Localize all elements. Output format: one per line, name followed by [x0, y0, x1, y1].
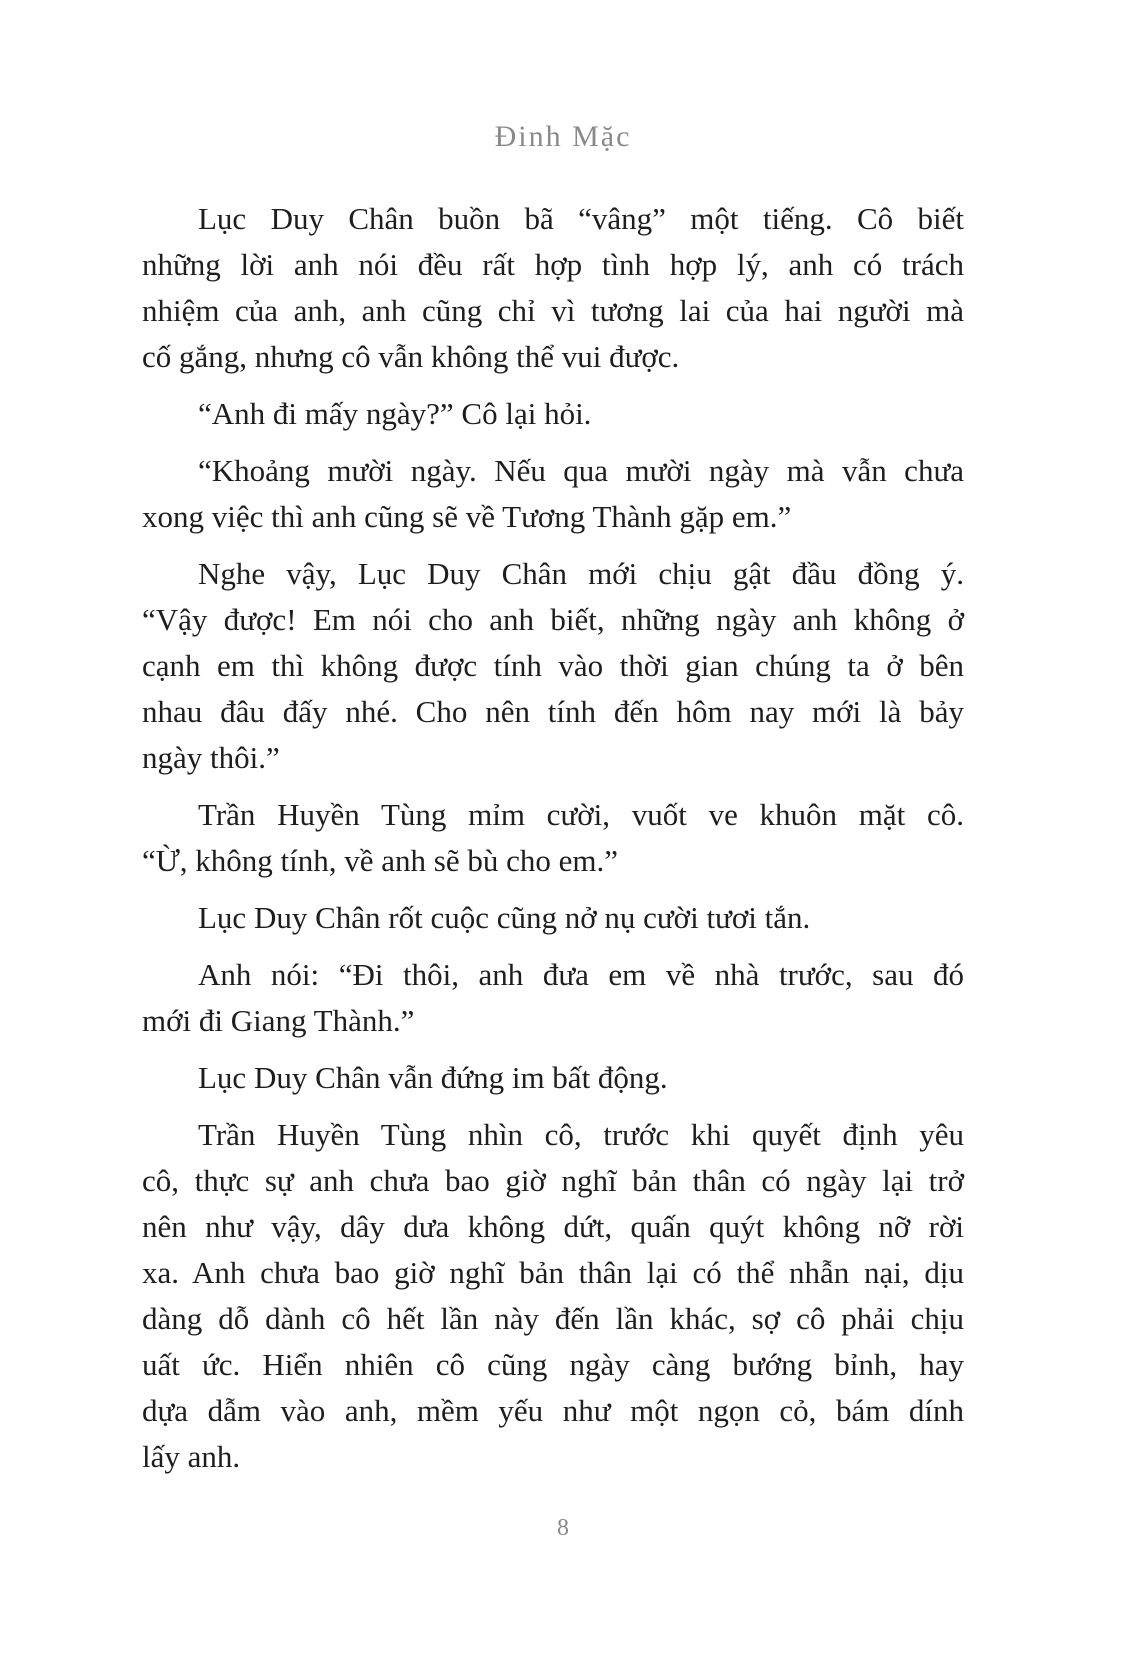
- text-line: cô, thực sự anh chưa bao giờ nghĩ bản thân có ngày lại trở: [142, 1163, 964, 1198]
- paragraph: [142, 391, 964, 437]
- text-line: xa. Anh chưa bao giờ nghĩ bản thân lại có thể nhẫn nại, dịu: [142, 1255, 964, 1290]
- text-line: “Khoảng mười ngày. Nếu qua mười ngày mà vẫn chưa: [198, 453, 964, 488]
- text-line: Lục Duy Chân buồn bã “vâng” một tiếng. Cô biết: [198, 201, 964, 236]
- text-line: Anh nói: “Đi thôi, anh đưa em về nhà trước, sau đó: [198, 957, 964, 992]
- text-line: xong việc thì anh cũng sẽ về Tương Thành gặp em.”: [142, 499, 792, 534]
- text-line: nhau đâu đấy nhé. Cho nên tính đến hôm nay mới là bảy: [142, 694, 964, 729]
- page-body: [142, 196, 964, 1491]
- text-line: Trần Huyền Tùng mỉm cười, vuốt ve khuôn mặt cô.: [198, 797, 964, 832]
- text-line: Lục Duy Chân rốt cuộc cũng nở nụ cười tươi tắn.: [198, 900, 811, 935]
- text-line: cạnh em thì không được tính vào thời gian chúng ta ở bên: [142, 648, 964, 683]
- text-line: mới đi Giang Thành.”: [142, 1003, 415, 1038]
- text-line: dựa dẫm vào anh, mềm yếu như một ngọn cỏ, bám dính: [142, 1393, 964, 1428]
- page-number: 8: [557, 1515, 569, 1541]
- paragraph: [142, 895, 964, 941]
- text-line: cố gắng, nhưng cô vẫn không thể vui được.: [142, 339, 680, 374]
- paragraph: [142, 196, 964, 380]
- paragraph: [142, 792, 964, 884]
- text-line: lấy anh.: [142, 1439, 241, 1474]
- paragraph: [142, 448, 964, 540]
- paragraph: [142, 551, 964, 781]
- text-line: Trần Huyền Tùng nhìn cô, trước khi quyết định yêu: [198, 1117, 964, 1152]
- text-line: nên như vậy, dây dưa không dứt, quấn quýt không nỡ rời: [142, 1209, 964, 1244]
- running-header: Đinh Mặc: [494, 120, 632, 153]
- text-line: những lời anh nói đều rất hợp tình hợp lý, anh có trách: [142, 247, 964, 282]
- paragraph: [142, 952, 964, 1044]
- text-line: Nghe vậy, Lục Duy Chân mới chịu gật đầu đồng ý.: [198, 556, 964, 591]
- text-line: ngày thôi.”: [142, 740, 280, 775]
- text-line: Lục Duy Chân vẫn đứng im bất động.: [198, 1060, 668, 1095]
- text-line: uất ức. Hiển nhiên cô cũng ngày càng bướng bỉnh, hay: [142, 1347, 964, 1382]
- paragraph: [142, 1055, 964, 1101]
- text-line: “Vậy được! Em nói cho anh biết, những ngày anh không ở: [142, 602, 964, 637]
- text-line: dàng dỗ dành cô hết lần này đến lần khác, sợ cô phải chịu: [142, 1301, 964, 1336]
- text-line: “Ừ, không tính, về anh sẽ bù cho em.”: [142, 843, 619, 878]
- text-line: “Anh đi mấy ngày?” Cô lại hỏi.: [198, 396, 592, 431]
- text-line: nhiệm của anh, anh cũng chỉ vì tương lai của hai người mà: [142, 293, 964, 328]
- paragraph: [142, 1112, 964, 1480]
